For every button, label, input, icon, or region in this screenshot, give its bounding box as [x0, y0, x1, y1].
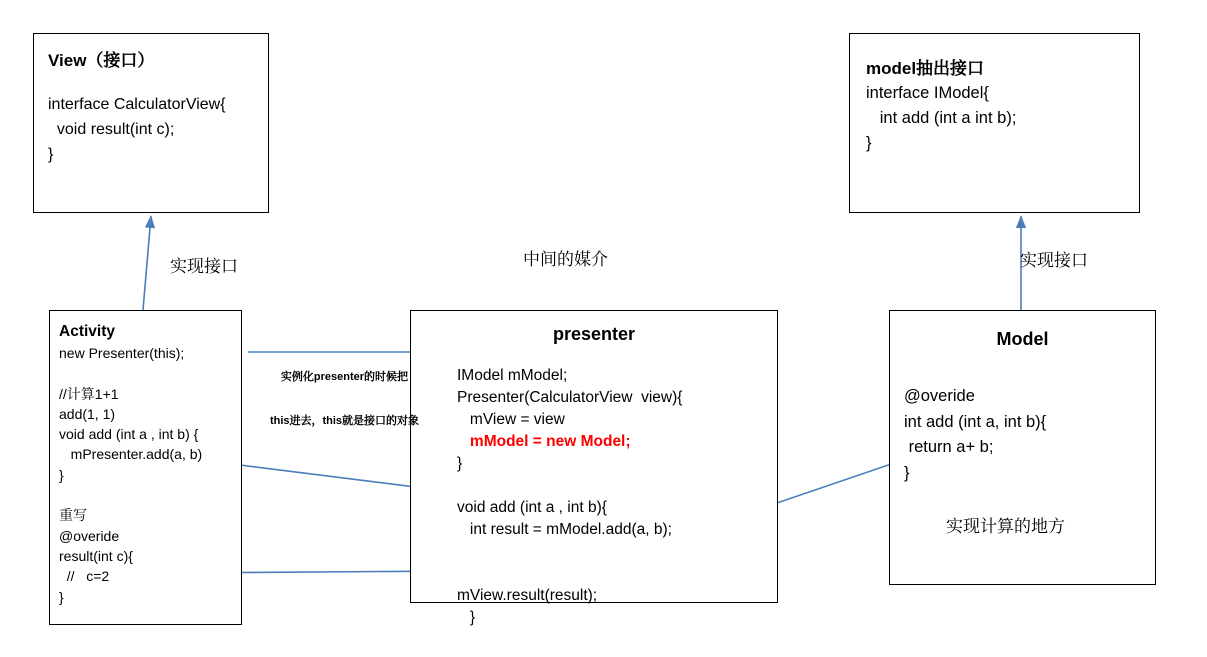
- box-imodel: [849, 33, 1140, 213]
- box-activity-line-12: }: [59, 588, 64, 605]
- box-activity-line-1: [59, 363, 241, 383]
- box-activity-title: Activity: [59, 323, 115, 340]
- arrow-activity-to-view: [143, 216, 151, 310]
- box-activity-line-5: mPresenter.add(a, b): [59, 446, 203, 463]
- box-presenter-line-8: [411, 541, 777, 563]
- box-activity-line-7: [59, 485, 241, 505]
- box-view-title: View（接口）: [48, 51, 155, 70]
- box-presenter-line-1: Presenter(CalculatorView view){: [457, 389, 683, 406]
- box-model-note: 实现计算的地方: [946, 517, 1065, 537]
- box-model-line-1: int add (int a, int b){: [904, 412, 1047, 431]
- box-presenter-line-0-rest: mModel;: [503, 367, 568, 384]
- box-presenter-line-5: [411, 475, 777, 497]
- box-presenter-line-10: mView.result(result);: [457, 587, 598, 604]
- annotation-line-2: this进去，this就是接口的对象: [269, 415, 420, 428]
- label-impl-left: 实现接口: [170, 257, 238, 276]
- box-view-line-0: interface CalculatorView{: [48, 96, 226, 113]
- label-impl-right: 实现接口: [1020, 251, 1088, 270]
- box-presenter-line-7: int result = mModel.add(a, b);: [457, 521, 672, 538]
- box-activity-line-3: add(1, 1): [59, 405, 116, 422]
- box-activity-line-9: @overide: [59, 527, 120, 544]
- box-presenter-line-3: mModel = new Model;: [457, 433, 631, 450]
- box-presenter-line-2: mView = view: [457, 411, 565, 428]
- box-imodel-title: model抽出接口: [866, 59, 985, 78]
- box-imodel-line-1: int add (int a int b);: [866, 108, 1017, 127]
- box-activity-line-11: // c=2: [59, 568, 110, 585]
- box-presenter-line-6: void add (int a , int b){: [457, 499, 607, 516]
- box-activity-line-0: new Presenter(this);: [59, 345, 185, 361]
- box-presenter-line-9: [411, 563, 777, 585]
- box-activity: [49, 310, 242, 625]
- box-presenter-line-0-keyword: IModel: [457, 367, 504, 384]
- box-presenter-line-11: }: [457, 609, 476, 626]
- box-presenter-title: presenter: [552, 324, 636, 344]
- box-view: [33, 33, 269, 213]
- annotation-line-1: 实例化presenter的时候把: [280, 370, 409, 383]
- box-imodel-line-2: }: [866, 133, 872, 152]
- box-model-line-3: }: [904, 463, 910, 482]
- annotation-instantiate-presenter: [252, 340, 437, 459]
- box-activity-line-6: }: [59, 466, 64, 483]
- box-view-line-1: void result(int c);: [48, 120, 175, 138]
- box-activity-line-10: result(int c){: [59, 547, 133, 564]
- box-presenter-line-4: }: [457, 455, 463, 472]
- box-presenter: [410, 310, 778, 626]
- label-middle: 中间的媒介: [523, 250, 608, 269]
- box-activity-line-4: void add (int a , int b) {: [59, 426, 199, 443]
- box-view-line-2: }: [48, 145, 54, 163]
- box-model-line-2: return a+ b;: [904, 438, 994, 457]
- box-activity-line-2: //计算1+1: [59, 385, 119, 402]
- box-model: [889, 310, 1156, 585]
- box-imodel-line-0: interface IModel{: [866, 84, 989, 102]
- box-activity-line-8: 重写: [59, 507, 87, 524]
- box-model-title: Model: [996, 329, 1049, 349]
- box-model-line-0: @overide: [904, 387, 975, 405]
